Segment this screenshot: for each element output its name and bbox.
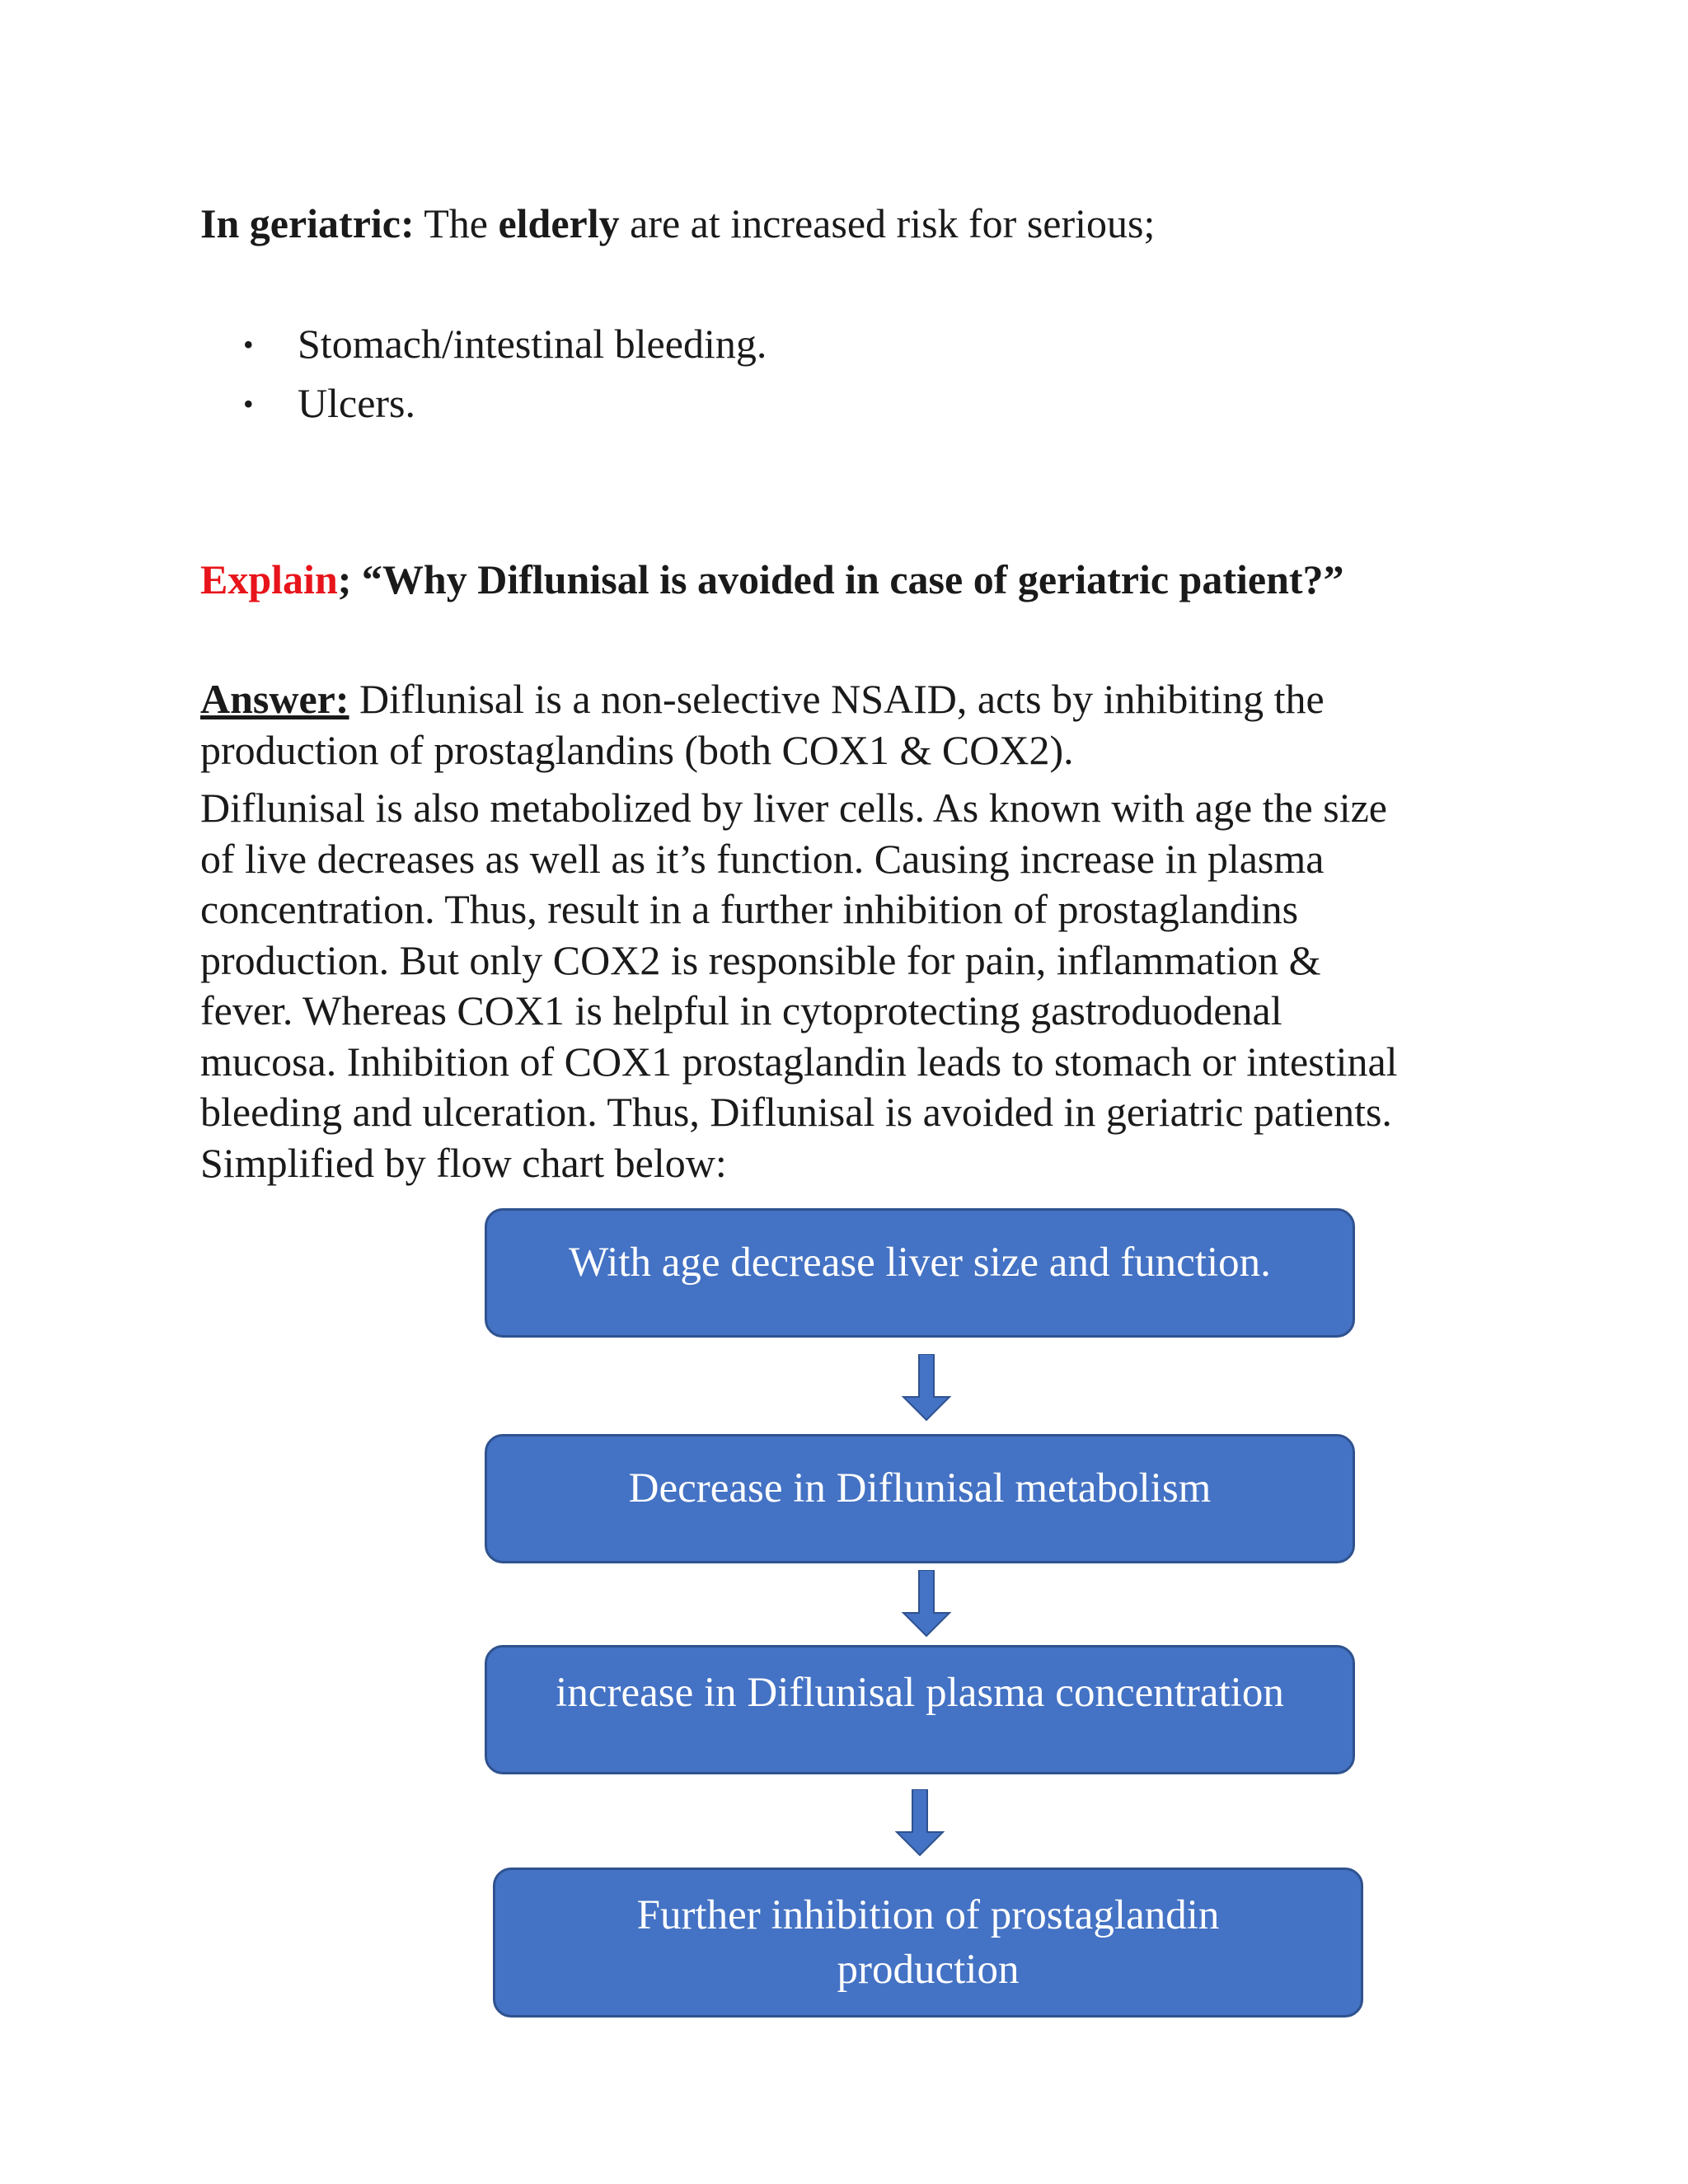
flow-step-liver — [485, 1208, 1355, 1338]
flow-step-text: production — [837, 1947, 1020, 1993]
down-arrow-icon — [895, 1789, 945, 1857]
paragraph-line: bleeding and ulceration. Thus, Diflunisal is avoided in geriatric patients. — [200, 1089, 1392, 1135]
answer-label: Answer: — [200, 676, 349, 722]
down-arrow-icon — [902, 1354, 951, 1422]
down-arrow-icon — [902, 1570, 951, 1638]
answer-line-2: production of prostaglandins (both COX1 & COX2). — [200, 726, 1074, 773]
paragraph-line: concentration. Thus, result in a further inhibition of prostaglandins — [200, 886, 1299, 932]
list-item — [243, 318, 767, 370]
question-heading — [200, 554, 1344, 605]
bullet-marker: • — [243, 328, 254, 361]
bullet-marker: • — [243, 387, 254, 420]
paragraph-line: Diflunisal is also metabolized by liver cells. As known with age the size — [200, 785, 1387, 831]
explain-label: Explain — [200, 556, 338, 602]
geriatric-statement — [200, 198, 1155, 249]
paragraph-line: of live decreases as well as it’s function. Causing increase in plasma — [200, 835, 1325, 882]
geriatric-text-2: are at increased risk for serious; — [619, 200, 1156, 246]
elderly-word: elderly — [498, 200, 620, 246]
geriatric-label: In geriatric: — [200, 200, 415, 246]
paragraph-line: Simplified by flow chart below: — [200, 1139, 727, 1186]
bullet-text: Stomach/intestinal bleeding. — [298, 321, 767, 367]
answer-line-1: Diflunisal is a non-selective NSAID, acts by inhibiting the — [349, 676, 1325, 722]
answer-paragraph — [200, 783, 1519, 1188]
flow-step-text: With age decrease liver size and function. — [569, 1240, 1271, 1286]
flow-step-text: Further inhibition of prostaglandin — [636, 1892, 1220, 1938]
bullet-text: Ulcers. — [298, 380, 415, 426]
flow-step-text: increase in Diflunisal plasma concentration — [556, 1670, 1284, 1716]
paragraph-line: production. But only COX2 is responsible for pain, inflammation & — [200, 936, 1321, 983]
flow-step-inhibition — [493, 1868, 1363, 2018]
question-text: ; “Why Diflunisal is avoided in case of geriatric patient?” — [337, 556, 1344, 602]
geriatric-text-1: The — [414, 200, 499, 246]
list-item — [243, 377, 415, 429]
flow-step-plasma — [485, 1645, 1355, 1774]
paragraph-line: fever. Whereas COX1 is helpful in cytoprotecting gastroduodenal — [200, 987, 1282, 1033]
paragraph-line: mucosa. Inhibition of COX1 prostaglandin leads to stomach or intestinal — [200, 1038, 1398, 1085]
flow-step-text: Decrease in Diflunisal metabolism — [628, 1465, 1212, 1511]
flow-step-metabolism — [485, 1434, 1355, 1563]
answer-intro — [200, 674, 1519, 776]
